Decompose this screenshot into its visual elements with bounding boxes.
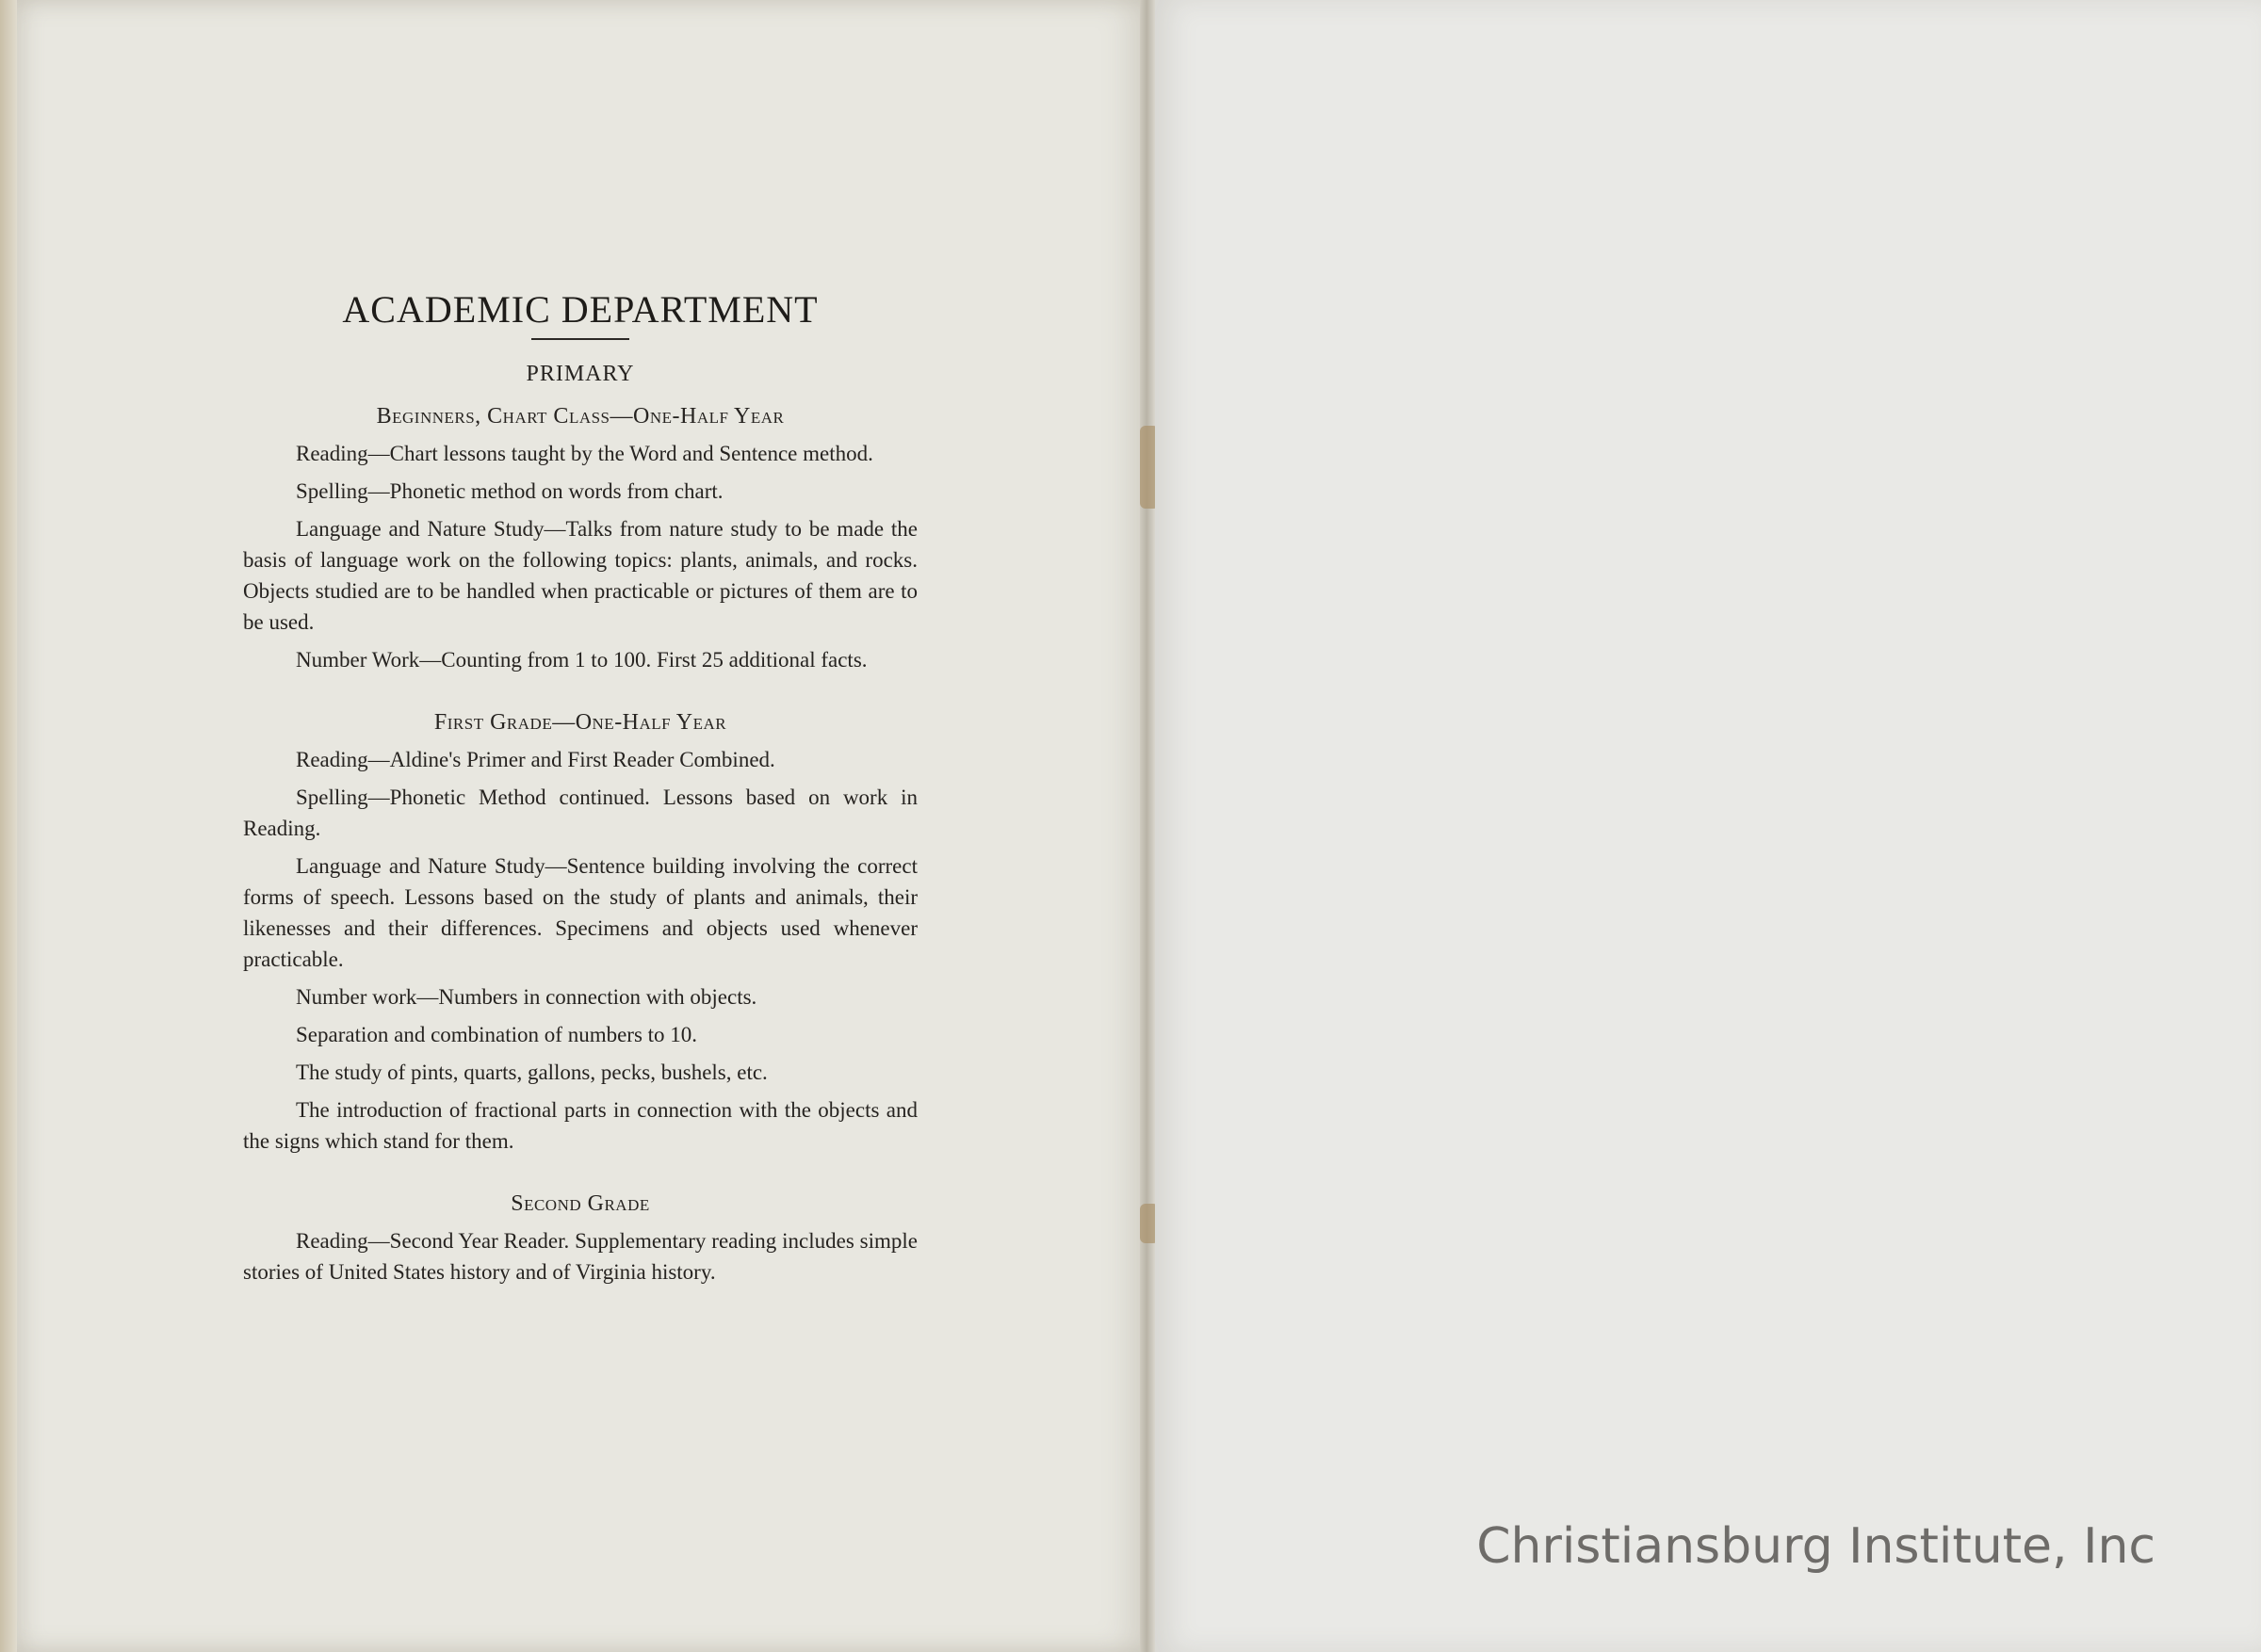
page-content (243, 288, 918, 1294)
book-gutter (1140, 0, 1155, 1652)
paragraph: Number work—Numbers in connection with objects. (296, 985, 757, 1009)
section-heading: PRIMARY (526, 362, 635, 386)
subsection-heading-second-grade: Second Grade (511, 1191, 650, 1216)
paragraph: Language and Nature Study—Talks from nature study to be made the basis of language work on the following topics: plants, animals, and rocks. Objects studied are to be handled when practicable or pictures of them are to be used. (243, 517, 918, 634)
watermark-text: Christiansburg Institute, Inc (1476, 1518, 2155, 1575)
right-page-blank (1155, 0, 2261, 1652)
paragraph: Separation and combination of numbers to 10. (296, 1023, 698, 1046)
subsection-heading-beginners: Beginners, Chart Class—One-Half Year (376, 404, 785, 429)
paragraph: Spelling—Phonetic method on words from chart. (296, 479, 724, 503)
subsection-heading-first-grade: First Grade—One-Half Year (433, 710, 727, 735)
paragraph: Spelling—Phonetic Method continued. Lessons based on work in Reading. (243, 786, 918, 840)
paragraph: Reading—Chart lessons taught by the Word and Sentence method. (296, 442, 873, 465)
paragraph: Reading—Aldine's Primer and First Reader Combined. (296, 748, 775, 771)
paragraph: The introduction of fractional parts in connection with the objects and the signs which stand for them. (243, 1098, 918, 1153)
paragraph: Reading—Second Year Reader. Supplementary reading includes simple stories of United States history and of Virginia history. (243, 1229, 918, 1284)
paragraph: The study of pints, quarts, gallons, pecks, bushels, etc. (296, 1061, 768, 1084)
department-title: ACADEMIC DEPARTMENT (342, 288, 819, 331)
paragraph: Language and Nature Study—Sentence building involving the correct forms of speech. Lessons based on the study of plants and animals, their likenesses and their differences. Specimens and objects used whenever practicable. (243, 854, 918, 971)
paragraph: Number Work—Counting from 1 to 100. First 25 additional facts. (296, 648, 868, 672)
title-rule (531, 338, 629, 340)
